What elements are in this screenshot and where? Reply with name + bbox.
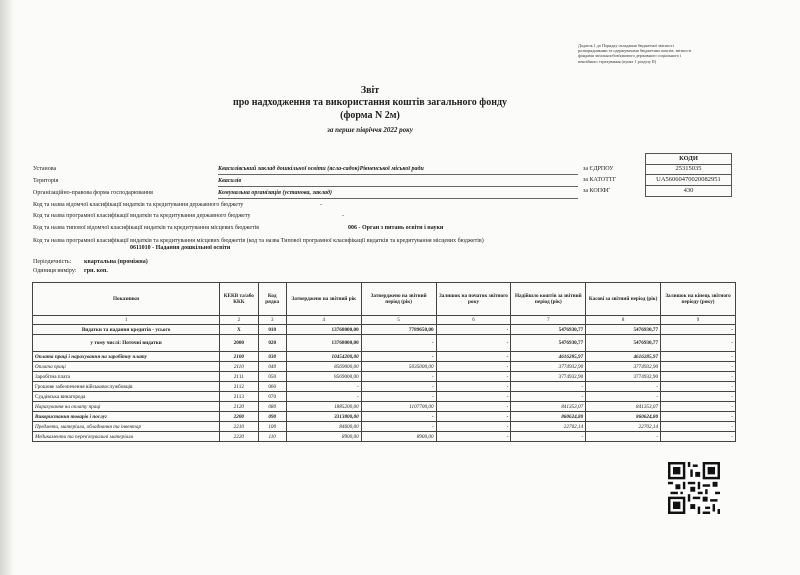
title-line-1: Звіт xyxy=(360,85,380,96)
qr-code-icon xyxy=(668,462,720,514)
row-c9: - xyxy=(661,422,736,432)
row-c9: - xyxy=(661,352,736,362)
row-code: 110 xyxy=(258,432,286,442)
codes-header: КОДИ xyxy=(645,153,732,165)
col-number: 5 xyxy=(361,316,436,325)
row-c5: 8900,00 xyxy=(361,432,436,442)
row-c7: 22702,14 xyxy=(511,422,586,432)
row-c7: 841353,07 xyxy=(511,402,586,412)
table-row xyxy=(33,325,736,335)
row-code: 030 xyxy=(258,352,286,362)
scan-edge xyxy=(0,0,14,575)
row-c8: 3774932,90 xyxy=(586,372,661,382)
column-number-row xyxy=(33,316,736,325)
local-prog-label: Код та назва програмної класифікації видатків та кредитування місцевих бюджетів (код та назва Типової програмної класифікації видатків та кредитування місцевих бюджетів) xyxy=(33,238,484,244)
row-code: 070 xyxy=(258,392,286,402)
row-name: Використання товарів і послуг xyxy=(33,412,220,422)
local-prog-value: 0611010 - Надання дошкільної освіти xyxy=(130,245,231,251)
typical-dept-label: Код та назва типової відомчої класифікації видатків та кредитування місцевих бюджетів xyxy=(33,225,260,231)
legal-form-value: Комунальна організація (установа, заклад) xyxy=(218,190,333,196)
edrpou-label: за ЄДРПОУ xyxy=(583,166,614,172)
row-c5: 5035000,00 xyxy=(361,362,436,372)
row-c5: 1107700,00 xyxy=(361,402,436,412)
row-name: Заробітна плата xyxy=(33,372,220,382)
table-row xyxy=(33,412,736,422)
table-row xyxy=(33,352,736,362)
row-c7: 4616285,97 xyxy=(511,352,586,362)
row-c7: 3774932,90 xyxy=(511,362,586,372)
row-name: Суддівська винагорода xyxy=(33,392,220,402)
col-number: 8 xyxy=(586,316,661,325)
row-c4: 1885200,00 xyxy=(286,402,361,412)
row-kekv: X xyxy=(220,325,258,335)
typical-dept-value: 006 - Орган з питань освіти і науки xyxy=(348,225,444,231)
table-row xyxy=(33,392,736,402)
katottg-value: UA56060470020082951 xyxy=(645,175,732,186)
row-code: 010 xyxy=(258,325,286,335)
report-period: за перше півріччя 2022 року xyxy=(327,126,413,134)
legal-form-underline xyxy=(218,198,578,199)
header-cell: Залишок на кінець звітного періоду (року) xyxy=(661,283,736,316)
header-cell: Показники xyxy=(33,283,220,316)
legal-form-label: Організаційно-правова форма господарювання xyxy=(33,190,153,196)
row-c7: - xyxy=(511,432,586,442)
row-kekv: 2000 xyxy=(220,335,258,352)
row-kekv: 2220 xyxy=(220,432,258,442)
row-name: у тому числі: Поточні видатки xyxy=(33,335,220,352)
row-c8: - xyxy=(586,392,661,402)
row-c9: - xyxy=(661,412,736,422)
prog-class-value: - xyxy=(342,213,344,219)
appendix-note: Додаток 1 до Порядку складання бюджетної звітності розпорядниками та одержувачами бюджетних коштів, звітності фондами загальнообов'язкового державного соціального і пенсійного страхування (пункт 1 розділу II) xyxy=(578,43,692,64)
row-code: 080 xyxy=(258,402,286,412)
row-kekv: 2120 xyxy=(220,402,258,412)
dept-class-value: - xyxy=(320,202,322,208)
row-c7: 860624,80 xyxy=(511,412,586,422)
row-c5: - xyxy=(361,335,436,352)
col-number: 4 xyxy=(286,316,361,325)
title-line-2: про надходження та використання коштів загального фонду xyxy=(232,97,508,108)
row-c4: 84600,00 xyxy=(286,422,361,432)
row-c9: - xyxy=(661,392,736,402)
col-number: 2 xyxy=(220,316,258,325)
row-c4: 10454200,00 xyxy=(286,352,361,362)
row-c7: 5476930,77 xyxy=(511,335,586,352)
row-c4: 13768000,00 xyxy=(286,335,361,352)
territory-underline xyxy=(218,186,578,187)
row-c5: - xyxy=(361,382,436,392)
header-cell: Затверджено на звітний період (рік) xyxy=(361,283,436,316)
header-cell: КЕКВ та/або ККК xyxy=(220,283,258,316)
row-c5: - xyxy=(361,422,436,432)
row-code: 090 xyxy=(258,412,286,422)
header-cell: Код рядка xyxy=(258,283,286,316)
row-c9: - xyxy=(661,402,736,412)
header-cell: Надійшло коштів за звітний період (рік) xyxy=(511,283,586,316)
row-name: Нарахування на оплату праці xyxy=(33,402,220,412)
kopfg-label: за КОПФГ xyxy=(583,188,611,194)
row-c8: - xyxy=(586,432,661,442)
katottg-label: за КАТОТТГ xyxy=(583,177,617,183)
col-number: 9 xyxy=(661,316,736,325)
row-c6: - xyxy=(436,412,511,422)
table-row xyxy=(33,432,736,442)
table-row xyxy=(33,362,736,372)
row-c9: - xyxy=(661,372,736,382)
report-table xyxy=(32,282,736,442)
institution-underline xyxy=(218,174,578,175)
row-c8: - xyxy=(586,382,661,392)
row-code: 060 xyxy=(258,382,286,392)
row-kekv: 2110 xyxy=(220,362,258,372)
row-code: 100 xyxy=(258,422,286,432)
row-c7: - xyxy=(511,392,586,402)
edrpou-value: 25315035 xyxy=(645,164,732,175)
row-c6: - xyxy=(436,335,511,352)
row-name: Оплата праці xyxy=(33,362,220,372)
row-c8: 5476930,77 xyxy=(586,335,661,352)
institution-value: Квасилівський заклад дошкільної освіти (ясла-садок)Рівненської міської ради xyxy=(218,166,424,172)
row-code: 020 xyxy=(258,335,286,352)
row-c8: 5476930,77 xyxy=(586,325,661,335)
row-kekv: 2113 xyxy=(220,392,258,402)
row-c4: - xyxy=(286,382,361,392)
row-kekv: 2112 xyxy=(220,382,258,392)
row-c6: - xyxy=(436,362,511,372)
unit-label: Одиниця виміру: xyxy=(33,268,77,274)
row-kekv: 2100 xyxy=(220,352,258,362)
unit-value: грн. коп. xyxy=(84,268,108,274)
row-c5: 7789650,00 xyxy=(361,325,436,335)
header-cell: Затверджено на звітний рік xyxy=(286,283,361,316)
row-c6: - xyxy=(436,325,511,335)
table-body xyxy=(33,325,736,442)
row-c5: - xyxy=(361,392,436,402)
row-kekv: 2210 xyxy=(220,422,258,432)
row-code: 040 xyxy=(258,362,286,372)
table-row xyxy=(33,372,736,382)
prog-class-label: Код та назва програмної класифікації видатків та кредитування державного бюджету xyxy=(33,213,251,219)
row-c8: 860624,80 xyxy=(586,412,661,422)
row-c8: 841353,07 xyxy=(586,402,661,412)
title-line-3: (форма N 2м) xyxy=(340,110,400,121)
row-c7: - xyxy=(511,382,586,392)
row-c5: - xyxy=(361,372,436,382)
row-c8: 4616285,97 xyxy=(586,352,661,362)
row-name: Грошове забезпечення військовослужбовців xyxy=(33,382,220,392)
row-c9: - xyxy=(661,335,736,352)
col-number: 3 xyxy=(258,316,286,325)
row-c6: - xyxy=(436,352,511,362)
row-c6: - xyxy=(436,382,511,392)
row-name: Видатки та надання кредитів - усього xyxy=(33,325,220,335)
row-c4: 8569000,00 xyxy=(286,372,361,382)
row-c4: 3313800,00 xyxy=(286,412,361,422)
territory-label: Територія xyxy=(33,178,59,184)
kopfg-value: 430 xyxy=(645,186,732,197)
row-kekv: 2200 xyxy=(220,412,258,422)
row-c6: - xyxy=(436,392,511,402)
row-c9: - xyxy=(661,382,736,392)
row-c9: - xyxy=(661,432,736,442)
row-c5: - xyxy=(361,412,436,422)
row-c6: - xyxy=(436,372,511,382)
row-c6: - xyxy=(436,432,511,442)
row-name: Предмети, матеріали, обладнання та інвентар xyxy=(33,422,220,432)
table-row xyxy=(33,402,736,412)
row-c8: 3774932,90 xyxy=(586,362,661,372)
row-kekv: 2111 xyxy=(220,372,258,382)
row-name: Оплата праці і нарахування на заробітну плату xyxy=(33,352,220,362)
row-c6: - xyxy=(436,422,511,432)
periodicity-value: квартальна (проміжна) xyxy=(84,259,148,265)
row-c7: 5476930,77 xyxy=(511,325,586,335)
institution-label: Установа xyxy=(33,166,57,172)
row-c9: - xyxy=(661,362,736,372)
table-row xyxy=(33,422,736,432)
table-header-row xyxy=(33,283,736,316)
row-c5: - xyxy=(361,352,436,362)
row-c8: 22702,14 xyxy=(586,422,661,432)
row-c4: - xyxy=(286,392,361,402)
row-c9: - xyxy=(661,325,736,335)
col-number: 6 xyxy=(436,316,511,325)
row-c7: 3774932,90 xyxy=(511,372,586,382)
row-name: Медикаменти та перев'язувальні матеріали xyxy=(33,432,220,442)
header-cell: Залишок на початок звітного року xyxy=(436,283,511,316)
row-c4: 8569000,00 xyxy=(286,362,361,372)
periodicity-label: Періодичність: xyxy=(33,259,72,265)
table-row xyxy=(33,382,736,392)
row-c4: 13768000,00 xyxy=(286,325,361,335)
row-c4: 8900,00 xyxy=(286,432,361,442)
row-code: 050 xyxy=(258,372,286,382)
dept-class-label: Код та назва відомчої класифікації видатків та кредитування державного бюджету xyxy=(33,202,244,208)
header-cell: Касові за звітний період (рік) xyxy=(586,283,661,316)
row-c6: - xyxy=(436,402,511,412)
territory-value: Квасилів xyxy=(218,178,242,184)
col-number: 7 xyxy=(511,316,586,325)
col-number: 1 xyxy=(33,316,220,325)
table-row xyxy=(33,335,736,352)
